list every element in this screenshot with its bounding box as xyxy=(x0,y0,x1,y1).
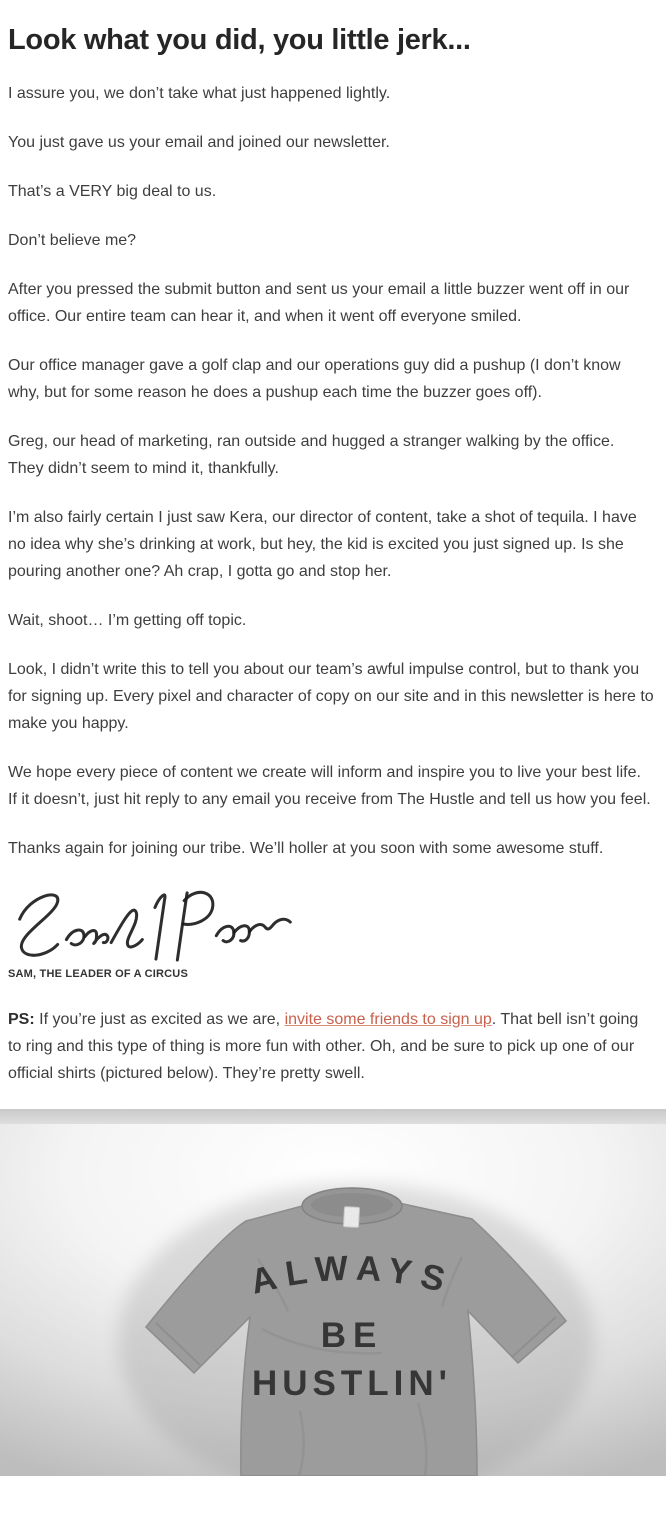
invite-friends-link[interactable]: invite some friends to sign up xyxy=(284,1011,492,1028)
email-paragraph: After you pressed the submit button and sent us your email a little buzzer went off in our office. Our entire team can hear it, and when it went off everyone smiled. xyxy=(8,281,630,325)
ps-label: PS: xyxy=(8,1011,35,1028)
email-paragraph: I’m also fairly certain I just saw Kera, our director of content, take a shot of tequila. I have no idea why she’s drinking at work, but hey, the kid is excited you just signed up. Is she pouring another one? Ah crap, I gotta go and stop her. xyxy=(8,509,637,580)
shirt-print-line2: BE xyxy=(320,1316,384,1355)
shirt-print-line3: HUSTLIN' xyxy=(252,1364,452,1403)
signature-image xyxy=(8,884,300,966)
email-paragraph: Our office manager gave a golf clap and our operations guy did a pushup (I don’t know why, but for some reason he does a pushup each time the buzzer goes off). xyxy=(8,357,621,401)
ps-text-after: . That bell isn’t going to ring and this type of thing is more fun with other. Oh, and be sure to pick up one of our official shirts (pictured below). They’re pretty swell. xyxy=(8,1011,639,1082)
email-paragraph: Look, I didn’t write this to tell you about our team’s awful impulse control, but to thank you for signing up. Every pixel and character of copy on our site and in this newsletter is here to make you happy. xyxy=(8,661,654,732)
email-heading: Look what you did, you little jerk... xyxy=(8,24,471,56)
email-paragraph: Thanks again for joining our tribe. We’ll holler at you soon with some awesome stuff. xyxy=(8,840,604,857)
email-paragraph: Don’t believe me? xyxy=(8,232,137,249)
email-paragraph: Wait, shoot… I’m getting off topic. xyxy=(8,612,247,629)
email-paragraph: I assure you, we don’t take what just happened lightly. xyxy=(8,85,391,102)
email-paragraph: You just gave us your email and joined our newsletter. xyxy=(8,134,390,151)
ps-paragraph xyxy=(8,1006,654,1087)
signature-byline: SAM, THE LEADER OF A CIRCUS xyxy=(8,968,188,980)
collar-tag xyxy=(343,1207,359,1228)
ps-text-before: If you’re just as excited as we are, xyxy=(34,1011,285,1028)
photo-top-band xyxy=(0,1109,666,1124)
shirt-print-line1: ALWAYS xyxy=(246,1248,458,1302)
email-paragraph: We hope every piece of content we create will inform and inspire you to live your best life. If it doesn’t, just hit reply to any email you receive from The Hustle and tell us how you feel. xyxy=(8,764,651,808)
email-paragraph: Greg, our head of marketing, ran outside and hugged a stranger walking by the office. They didn’t seem to mind it, thankfully. xyxy=(8,433,615,477)
shirt-photo[interactable] xyxy=(0,1109,666,1476)
email-paragraph: That’s a VERY big deal to us. xyxy=(8,183,217,200)
